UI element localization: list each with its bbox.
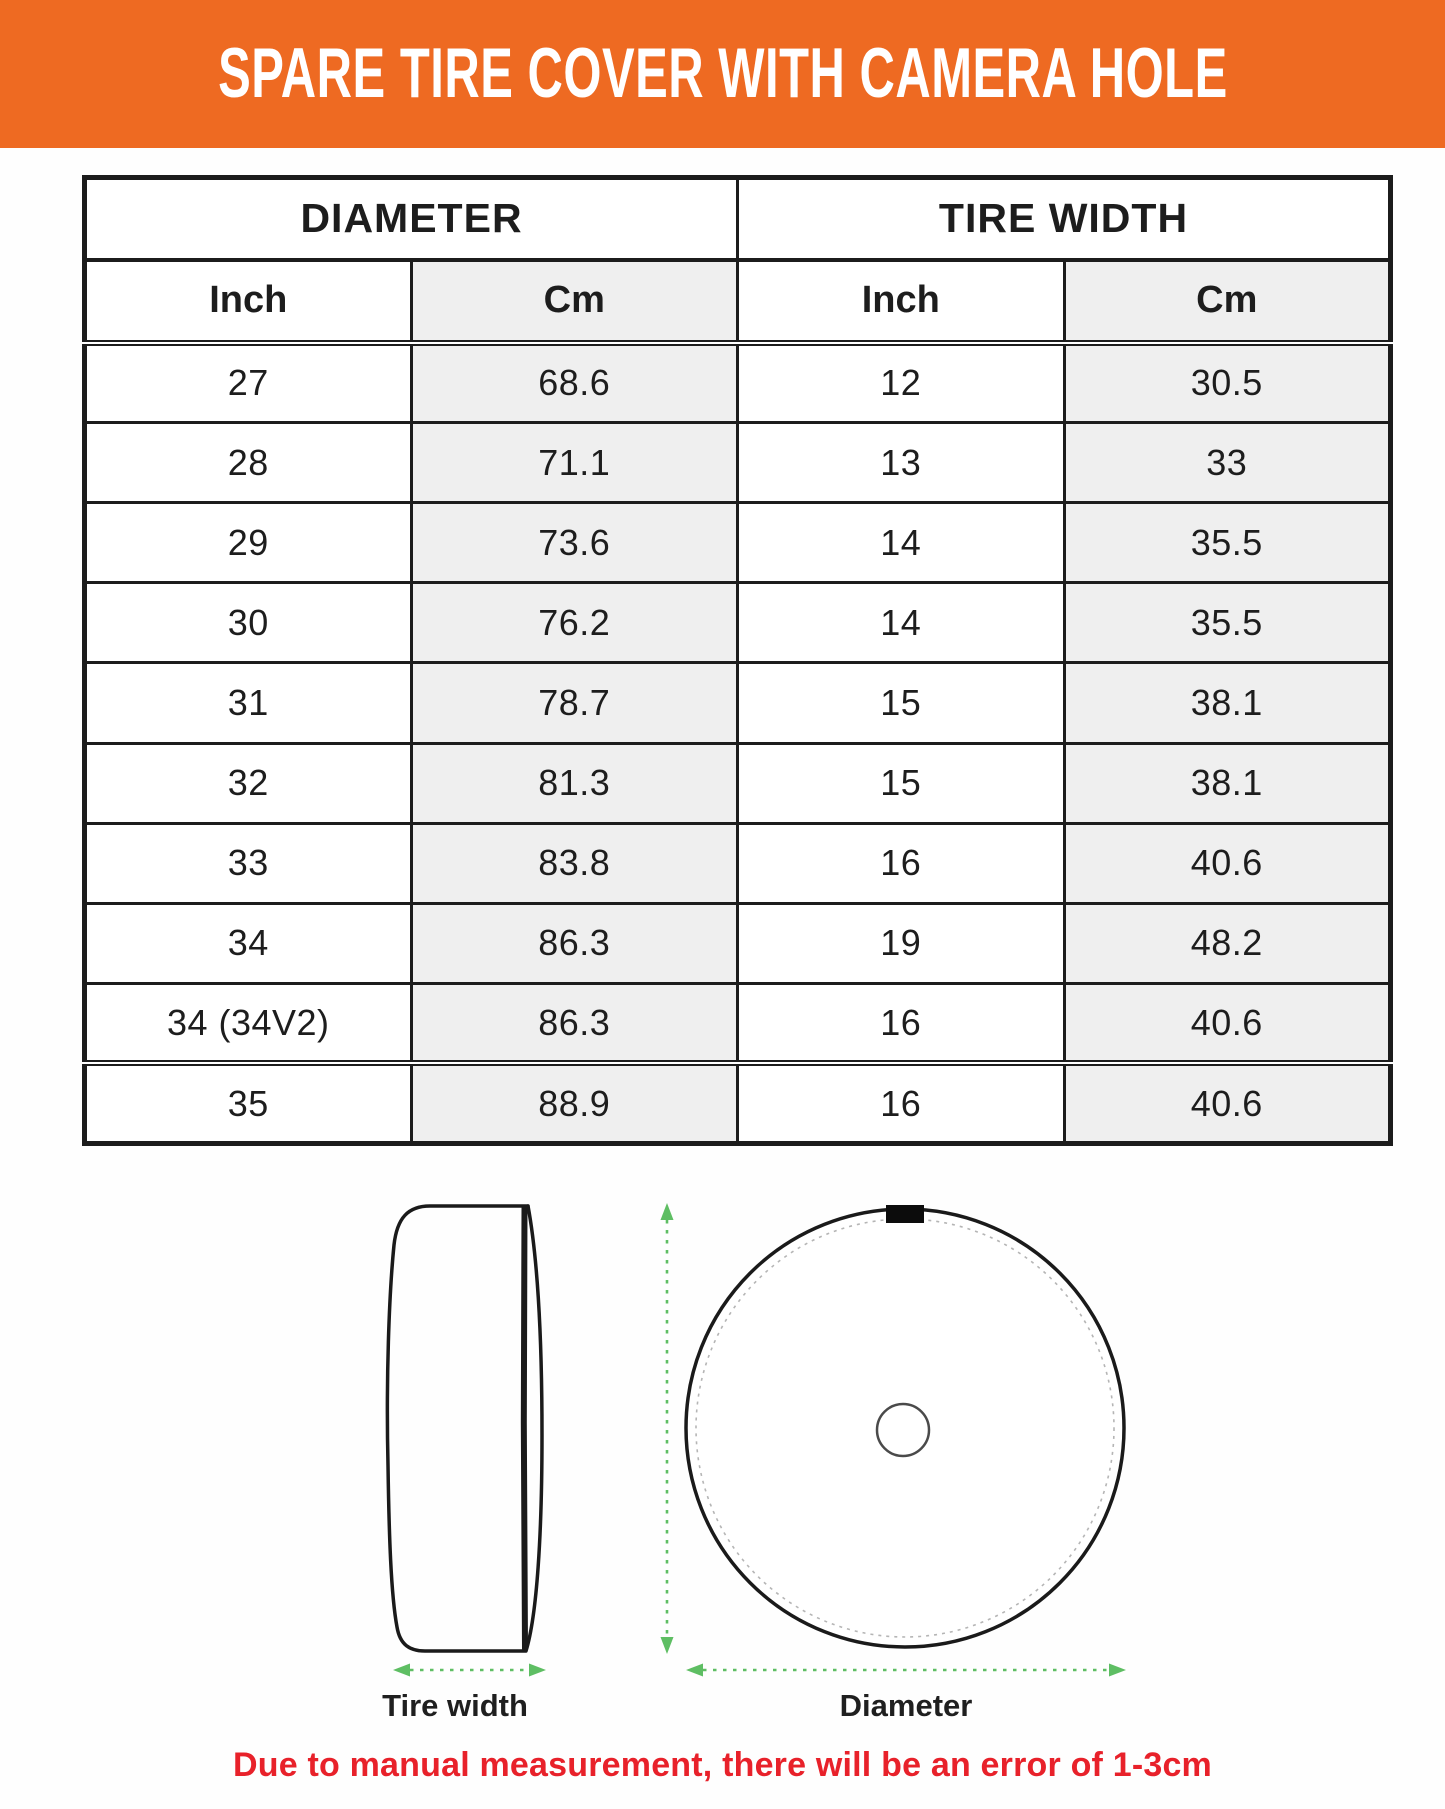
cell: 33: [1064, 423, 1391, 503]
valve-marker: [886, 1205, 924, 1223]
cell: 68.6: [411, 343, 738, 423]
cell: 13: [738, 423, 1065, 503]
cell: 81.3: [411, 743, 738, 823]
tire-front-view: [686, 1205, 1124, 1647]
cell: 38.1: [1064, 743, 1391, 823]
cell: 34: [85, 903, 412, 983]
cell: 16: [738, 823, 1065, 903]
cell: 78.7: [411, 663, 738, 743]
cell: 15: [738, 743, 1065, 823]
table-row: [85, 423, 1391, 503]
cell: 35.5: [1064, 503, 1391, 583]
cell: 14: [738, 503, 1065, 583]
cell: 15: [738, 663, 1065, 743]
cell: 40.6: [1064, 983, 1391, 1063]
cell: 86.3: [411, 983, 738, 1063]
cell: 35.5: [1064, 583, 1391, 663]
table-row: [85, 663, 1391, 743]
cell: 33: [85, 823, 412, 903]
group-header-diameter: DIAMETER: [85, 178, 738, 260]
table-row: [85, 823, 1391, 903]
cell: 83.8: [411, 823, 738, 903]
diameter-arrow: [686, 1664, 1126, 1677]
cell: 48.2: [1064, 903, 1391, 983]
cell: 19: [738, 903, 1065, 983]
table-subheader-row: [85, 260, 1391, 343]
cell: 16: [738, 983, 1065, 1063]
cell: 73.6: [411, 503, 738, 583]
group-header-tire-width: TIRE WIDTH: [738, 178, 1391, 260]
cell: 38.1: [1064, 663, 1391, 743]
cell: 29: [85, 503, 412, 583]
size-chart-table: [82, 175, 1393, 1146]
camera-hole: [877, 1404, 929, 1456]
table-row: [85, 1063, 1391, 1143]
vertical-diameter-arrow: [661, 1203, 674, 1654]
page-title: SPARE TIRE COVER WITH CAMERA HOLE: [217, 35, 1228, 113]
table-row: [85, 583, 1391, 663]
cell: 31: [85, 663, 412, 743]
cell: 14: [738, 583, 1065, 663]
cell: 30: [85, 583, 412, 663]
table-row: [85, 343, 1391, 423]
cell: 40.6: [1064, 823, 1391, 903]
measurement-diagram: [300, 1190, 1200, 1750]
cell: 40.6: [1064, 1063, 1391, 1143]
cell: 12: [738, 343, 1065, 423]
subheader-tirewidth-cm: Cm: [1064, 260, 1391, 343]
subheader-diameter-cm: Cm: [411, 260, 738, 343]
cell: 34 (34V2): [85, 983, 412, 1063]
table-row: [85, 503, 1391, 583]
table-group-header-row: [85, 178, 1391, 260]
measurement-disclaimer: Due to manual measurement, there will be an error of 1-3cm: [233, 1746, 1212, 1784]
tire-width-label: Tire width: [382, 1688, 528, 1723]
tire-side-view: [387, 1206, 542, 1651]
cell: 76.2: [411, 583, 738, 663]
cell: 28: [85, 423, 412, 503]
cell: 27: [85, 343, 412, 423]
cell: 86.3: [411, 903, 738, 983]
cell: 30.5: [1064, 343, 1391, 423]
table-row: [85, 983, 1391, 1063]
tire-width-arrow: [393, 1664, 546, 1677]
title-banner: [0, 0, 1445, 148]
cell: 35: [85, 1063, 412, 1143]
subheader-tirewidth-inch: Inch: [738, 260, 1065, 343]
diameter-label: Diameter: [839, 1688, 973, 1723]
cell: 16: [738, 1063, 1065, 1143]
cell: 32: [85, 743, 412, 823]
table-row: [85, 743, 1391, 823]
table-row: [85, 903, 1391, 983]
cell: 88.9: [411, 1063, 738, 1143]
cell: 71.1: [411, 423, 738, 503]
subheader-diameter-inch: Inch: [85, 260, 412, 343]
